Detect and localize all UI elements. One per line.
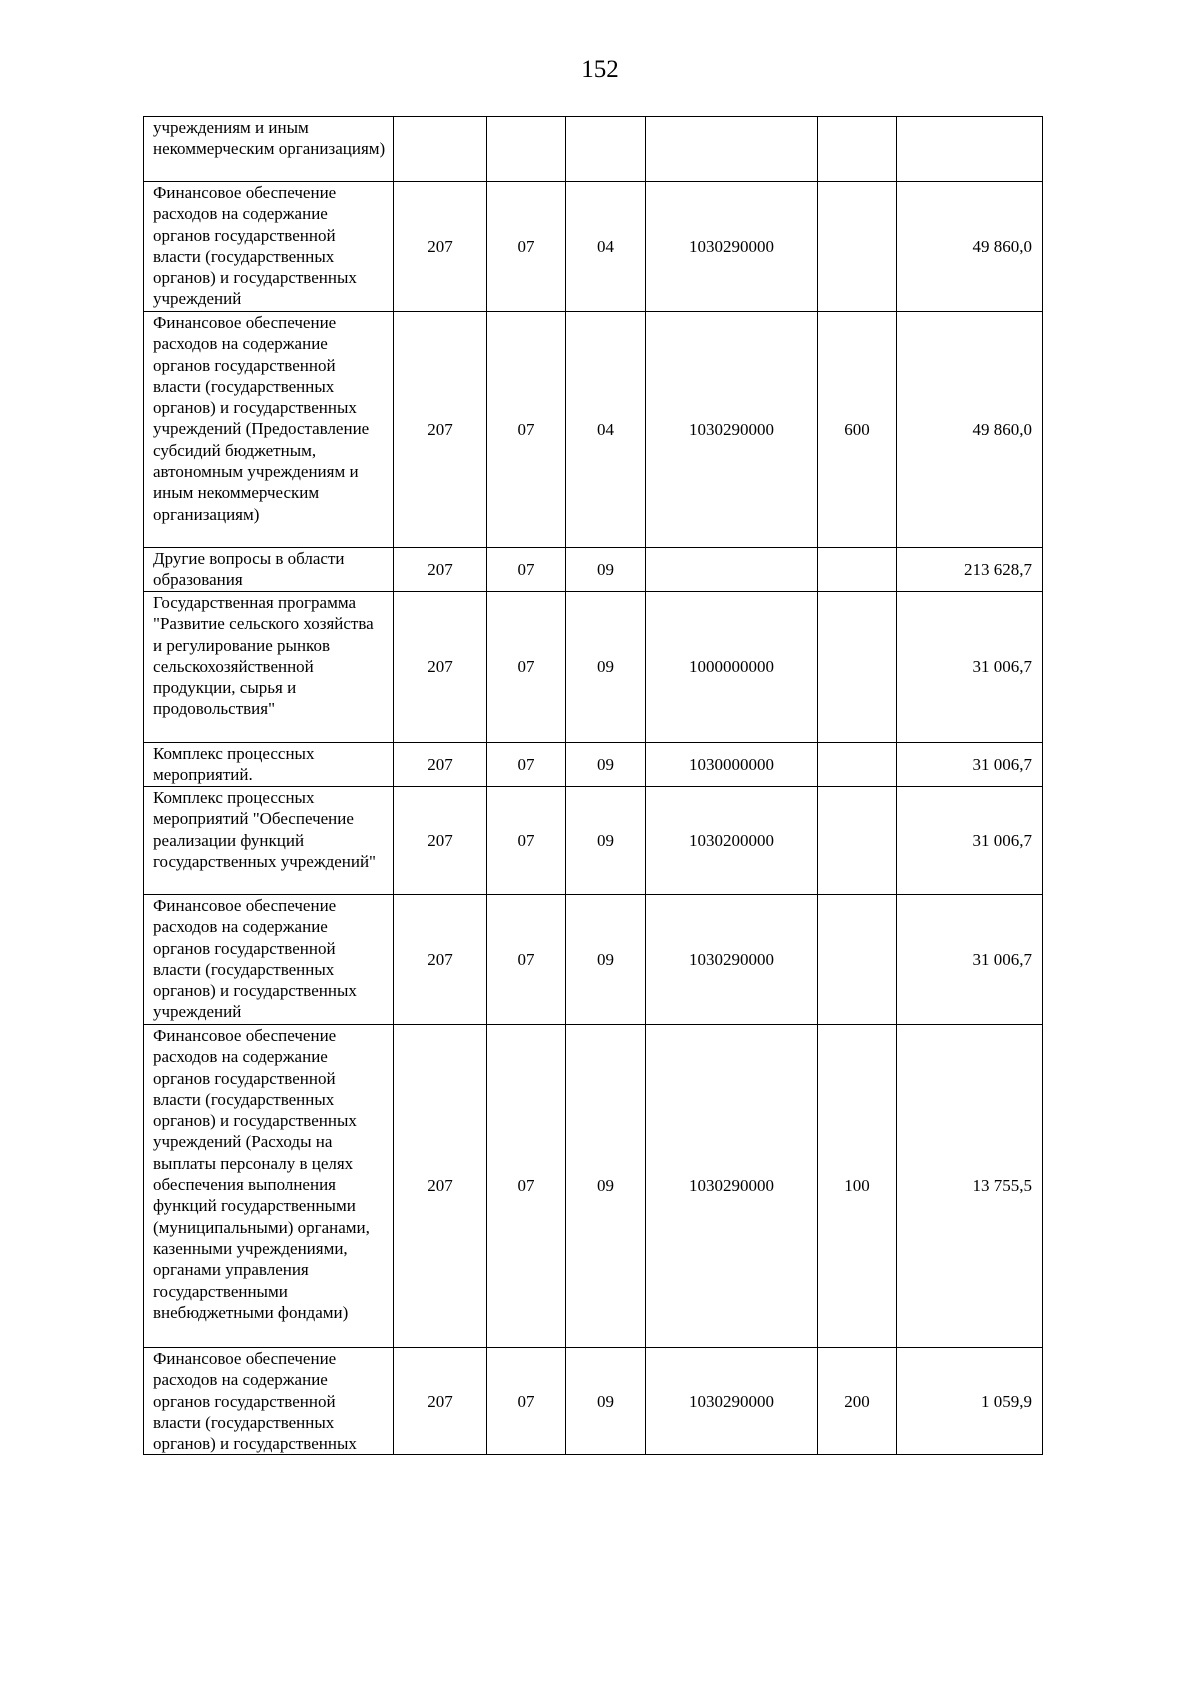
- grbs-code: 207: [394, 1348, 487, 1455]
- amount: 1 059,9: [897, 1348, 1043, 1455]
- grbs-code: 207: [394, 743, 487, 787]
- amount: 31 006,7: [897, 787, 1043, 895]
- grbs-code: 207: [394, 592, 487, 743]
- table-row: [144, 182, 1043, 312]
- expense-type-code: 100: [818, 1025, 897, 1348]
- row-description: учреждениям и иным некоммерческим организациям): [144, 117, 394, 182]
- amount: [897, 117, 1043, 182]
- grbs-code: 207: [394, 548, 487, 592]
- target-code: [646, 548, 818, 592]
- subsection-code: [566, 117, 646, 182]
- subsection-code: 09: [566, 787, 646, 895]
- amount: 31 006,7: [897, 895, 1043, 1025]
- target-code: 1030200000: [646, 787, 818, 895]
- target-code: 1030290000: [646, 895, 818, 1025]
- row-description: Финансовое обеспечение расходов на содержание органов государственной власти (государственных органов) и государственных учреждений: [144, 182, 394, 312]
- grbs-code: 207: [394, 1025, 487, 1348]
- section-code: 07: [487, 787, 566, 895]
- table-row: [144, 787, 1043, 895]
- expense-type-code: [818, 895, 897, 1025]
- subsection-code: 09: [566, 743, 646, 787]
- target-code: 1030290000: [646, 182, 818, 312]
- table-row: [144, 592, 1043, 743]
- section-code: 07: [487, 743, 566, 787]
- row-description: Комплекс процессных мероприятий.: [144, 743, 394, 787]
- expense-type-code: 600: [818, 312, 897, 548]
- subsection-code: 09: [566, 548, 646, 592]
- target-code: 1030290000: [646, 312, 818, 548]
- page-number: 152: [581, 56, 619, 83]
- expense-type-code: [818, 548, 897, 592]
- expense-type-code: [818, 117, 897, 182]
- amount: 13 755,5: [897, 1025, 1043, 1348]
- target-code: 1030290000: [646, 1025, 818, 1348]
- amount: 31 006,7: [897, 743, 1043, 787]
- row-description: Финансовое обеспечение расходов на содержание органов государственной власти (государственных органов) и государственных: [144, 1348, 394, 1455]
- grbs-code: 207: [394, 182, 487, 312]
- table-row: [144, 312, 1043, 548]
- table-row: [144, 743, 1043, 787]
- grbs-code: 207: [394, 895, 487, 1025]
- section-code: 07: [487, 548, 566, 592]
- target-code: [646, 117, 818, 182]
- expense-type-code: [818, 787, 897, 895]
- grbs-code: 207: [394, 787, 487, 895]
- amount: 213 628,7: [897, 548, 1043, 592]
- target-code: 1030290000: [646, 1348, 818, 1455]
- amount: 49 860,0: [897, 182, 1043, 312]
- section-code: 07: [487, 895, 566, 1025]
- row-description: Финансовое обеспечение расходов на содержание органов государственной власти (государственных органов) и государственных учреждений: [144, 895, 394, 1025]
- subsection-code: 09: [566, 895, 646, 1025]
- target-code: 1030000000: [646, 743, 818, 787]
- section-code: 07: [487, 182, 566, 312]
- target-code: 1000000000: [646, 592, 818, 743]
- section-code: 07: [487, 1348, 566, 1455]
- expense-type-code: [818, 592, 897, 743]
- grbs-code: 207: [394, 312, 487, 548]
- subsection-code: 04: [566, 182, 646, 312]
- expense-type-code: [818, 743, 897, 787]
- row-description: Финансовое обеспечение расходов на содержание органов государственной власти (государственных органов) и государственных учреждений (Расходы на выплаты персоналу в целях обеспечения выполнения функций государственными (муниципальными) органами, казенными учреждениями, органами управления государственными внебюджетными фондами): [144, 1025, 394, 1348]
- table-row: [144, 548, 1043, 592]
- table-row: [144, 1025, 1043, 1348]
- table-row: [144, 1348, 1043, 1455]
- expense-type-code: [818, 182, 897, 312]
- section-code: 07: [487, 592, 566, 743]
- section-code: 07: [487, 1025, 566, 1348]
- amount: 31 006,7: [897, 592, 1043, 743]
- section-code: [487, 117, 566, 182]
- budget-table: [143, 116, 1043, 1455]
- row-description: Другие вопросы в области образования: [144, 548, 394, 592]
- table-row: [144, 117, 1043, 182]
- row-description: Комплекс процессных мероприятий "Обеспечение реализации функций государственных учреждений": [144, 787, 394, 895]
- subsection-code: 09: [566, 1025, 646, 1348]
- row-description: Финансовое обеспечение расходов на содержание органов государственной власти (государственных органов) и государственных учреждений (Предоставление субсидий бюджетным, автономным учреждениям и иным некоммерческим организациям): [144, 312, 394, 548]
- grbs-code: [394, 117, 487, 182]
- subsection-code: 09: [566, 1348, 646, 1455]
- row-description: Государственная программа "Развитие сельского хозяйства и регулирование рынков сельскохозяйственной продукции, сырья и продовольствия": [144, 592, 394, 743]
- table-row: [144, 895, 1043, 1025]
- subsection-code: 04: [566, 312, 646, 548]
- expense-type-code: 200: [818, 1348, 897, 1455]
- section-code: 07: [487, 312, 566, 548]
- amount: 49 860,0: [897, 312, 1043, 548]
- subsection-code: 09: [566, 592, 646, 743]
